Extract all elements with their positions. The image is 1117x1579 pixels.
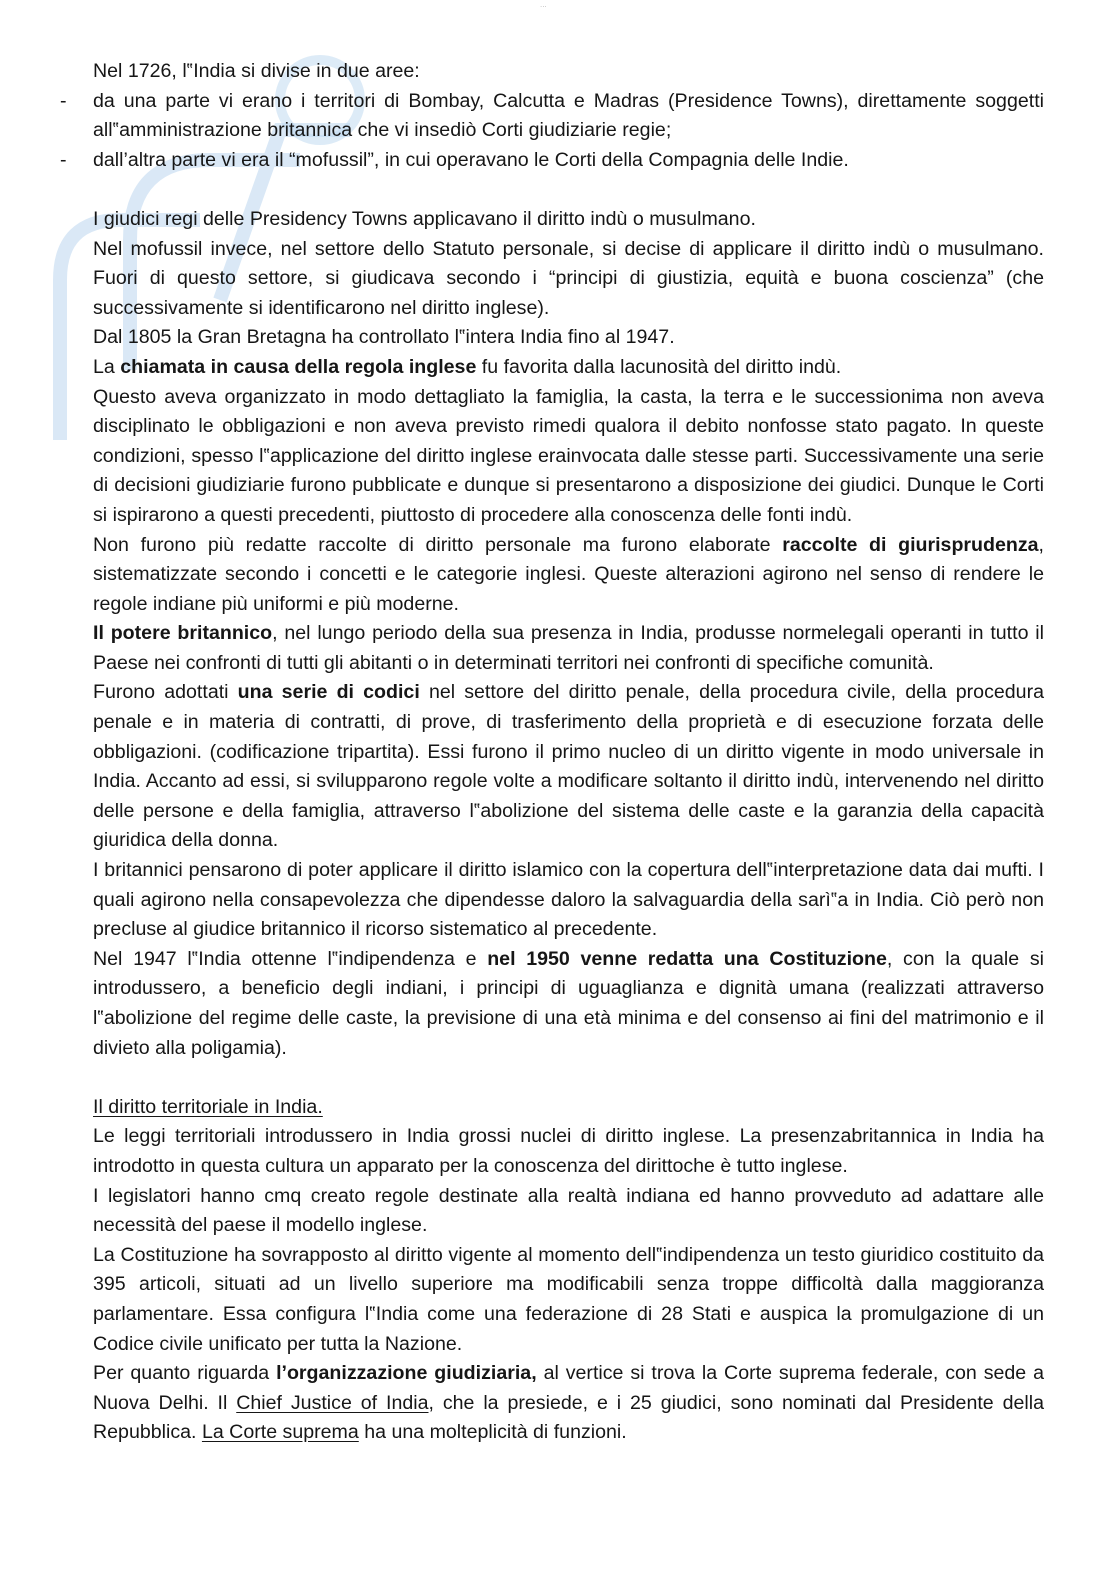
bullet-text: da una parte vi erano i territori di Bombay, Calcutta e Madras (Presidence Towns), direttamente soggetti all‟amministrazione britannica che vi insediò Corti giudiziarie regie; xyxy=(93,89,1044,142)
paragraph: Questo aveva organizzato in modo dettagliato la famiglia, la casta, la terra e le successionima non aveva disciplinato le obbligazioni e non aveva previsto rimedi qualora il debito nonfosse stato pagato. In queste condizioni, spesso l‟applicazione del diritto inglese erainvocata dalle stesse parti. Successivamente una serie di decisioni giudiziarie furono pubblicate e dunque si presentarono a disposizione dei giudici. Dunque le Corti si ispirarono a questi precedenti, piuttosto di procedere alla conoscenza delle fonti indù. xyxy=(93,385,1044,526)
bullet-dash: - xyxy=(60,148,67,171)
bullet-item xyxy=(60,87,1044,146)
section-heading-text: Il diritto territoriale in India. xyxy=(93,1095,323,1118)
bullet-text: dall’altra parte vi era il “mofussil”, in cui operavano le Corti della Compagnia delle Indie. xyxy=(93,148,849,171)
text-run: al vertice si trova la Corte suprema federale, con sede a Nuova Delhi. Il xyxy=(93,1362,1044,1414)
paragraph: I giudici regi delle Presidency Towns applicavano il diritto indù o musulmano. xyxy=(93,207,756,230)
paragraph xyxy=(93,353,1044,383)
text-run: Furono adottati xyxy=(93,681,238,704)
header-mark: ... xyxy=(540,0,547,9)
document-body xyxy=(60,57,1045,1448)
text-run: , sistematizzate secondo i concetti e le categorie inglesi. Queste alterazioni agirono nel senso di rendere le regole indiane più uniformi e più moderne. xyxy=(93,533,1044,615)
text-run: nel settore del diritto penale, della procedura civile, della procedura penale e in materia di contratti, di prove, di trasferimento della proprietà e di esecuzione forzata delle obbligazioni. (codificazione tripartita). Essi furono il primo nucleo di un diritto vigente in modo universale in India. Accanto ad essi, si svilupparono regole volte a modificare soltanto il diritto indù, intervenendo nel diritto delle persone e della famiglia, attraverso l‟abolizione del sistema delle caste e la garanzia della capacità giuridica della donna. xyxy=(93,681,1044,852)
text-run: fu favorita dalla lacunosità del diritto indù. xyxy=(476,355,842,378)
text-run: La xyxy=(93,355,121,378)
paragraph xyxy=(93,531,1044,620)
paragraph xyxy=(93,1359,1044,1448)
text-run: , che la presiede, e i 25 giudici, sono nominati dal Presidente della Repubblica. xyxy=(93,1391,1044,1444)
paragraph xyxy=(93,945,1044,1063)
section-heading xyxy=(93,1093,1044,1123)
paragraph: Le leggi territoriali introdussero in India grossi nuclei di diritto inglese. La presenzabritannica in India ha introdotto in questa cultura un apparato per la conoscenza del dirittoche è tutto inglese. xyxy=(93,1125,1044,1177)
paragraph: I legislatori hanno cmq creato regole destinate alla realtà indiana ed hanno provveduto ad adattare alle necessità del paese il modello inglese. xyxy=(93,1184,1044,1237)
bold-term: Il potere britannico xyxy=(93,622,273,645)
bullet-item xyxy=(60,146,1044,176)
paragraph: Nel mofussil invece, nel settore dello Statuto personale, si decise di applicare il diritto indù o musulmano. Fuori di questo settore, si giudicava secondo i “principi di giustizia, equità e buona coscienza” (che successivamente si identificarono nel diritto inglese). xyxy=(93,237,1044,319)
text-run: Non furono più redatte raccolte di diritto personale ma furono elaborate xyxy=(93,533,783,556)
text-run: Nel 1947 l‟India ottenne l‟indipendenza e xyxy=(93,947,488,970)
paragraph xyxy=(93,619,1044,678)
bold-term: nel 1950 venne redatta una Costituzione xyxy=(487,947,887,970)
bold-term: raccolte di giurisprudenza xyxy=(782,533,1039,556)
paragraph: I britannici pensarono di poter applicare il diritto islamico con la copertura dell‟interpretazione data dai mufti. I quali agirono nella consapevolezza che dipendesse daloro la salvaguardia della sarì‟a in India. Ciò però non precluse al giudice britannico il ricorso sistematico al precedente. xyxy=(93,859,1044,941)
text-run: ha una molteplicità di funzioni. xyxy=(358,1421,627,1444)
text-run: , con la quale si introdussero, a beneficio degli indiani, i principi di uguaglianza e dignità umana (realizzati attraverso l‟abolizione del regime delle caste, la previsione di una età minima e del consenso ai fini del matrimonio e il divieto alla poligamia). xyxy=(93,947,1045,1059)
paragraph xyxy=(93,678,1044,856)
underlined-term: Chief Justice of India xyxy=(236,1391,429,1414)
bold-term: una serie di codici xyxy=(237,681,420,704)
bold-term: l’organizzazione giudiziaria, xyxy=(276,1362,537,1385)
intro-text: Nel 1726, l‟India si divise in due aree: xyxy=(93,60,420,82)
text-run: Per quanto riguarda xyxy=(93,1362,277,1385)
text-run: , nel lungo periodo della sua presenza in India, produsse normelegali operanti in tutto il Paese nei confronti di tutti gli abitanti o in determinati territori nei confronti di specifiche comunità. xyxy=(93,622,1044,674)
bullet-dash: - xyxy=(60,89,67,112)
underlined-term: La Corte suprema xyxy=(201,1421,359,1444)
bold-term: chiamata in causa della regola inglese xyxy=(120,355,477,378)
paragraph: La Costituzione ha sovrapposto al diritto vigente al momento dell‟indipendenza un testo giuridico costituito da 395 articoli, situati ad un livello superiore ma modificabili senza troppe difficoltà dalla maggioranza parlamentare. Essa configura l‟India come una federazione di 28 Stati e auspica la promulgazione di un Codice civile unificato per tutta la Nazione. xyxy=(93,1243,1044,1355)
paragraph: Dal 1805 la Gran Bretagna ha controllato l‟intera India fino al 1947. xyxy=(93,326,675,349)
